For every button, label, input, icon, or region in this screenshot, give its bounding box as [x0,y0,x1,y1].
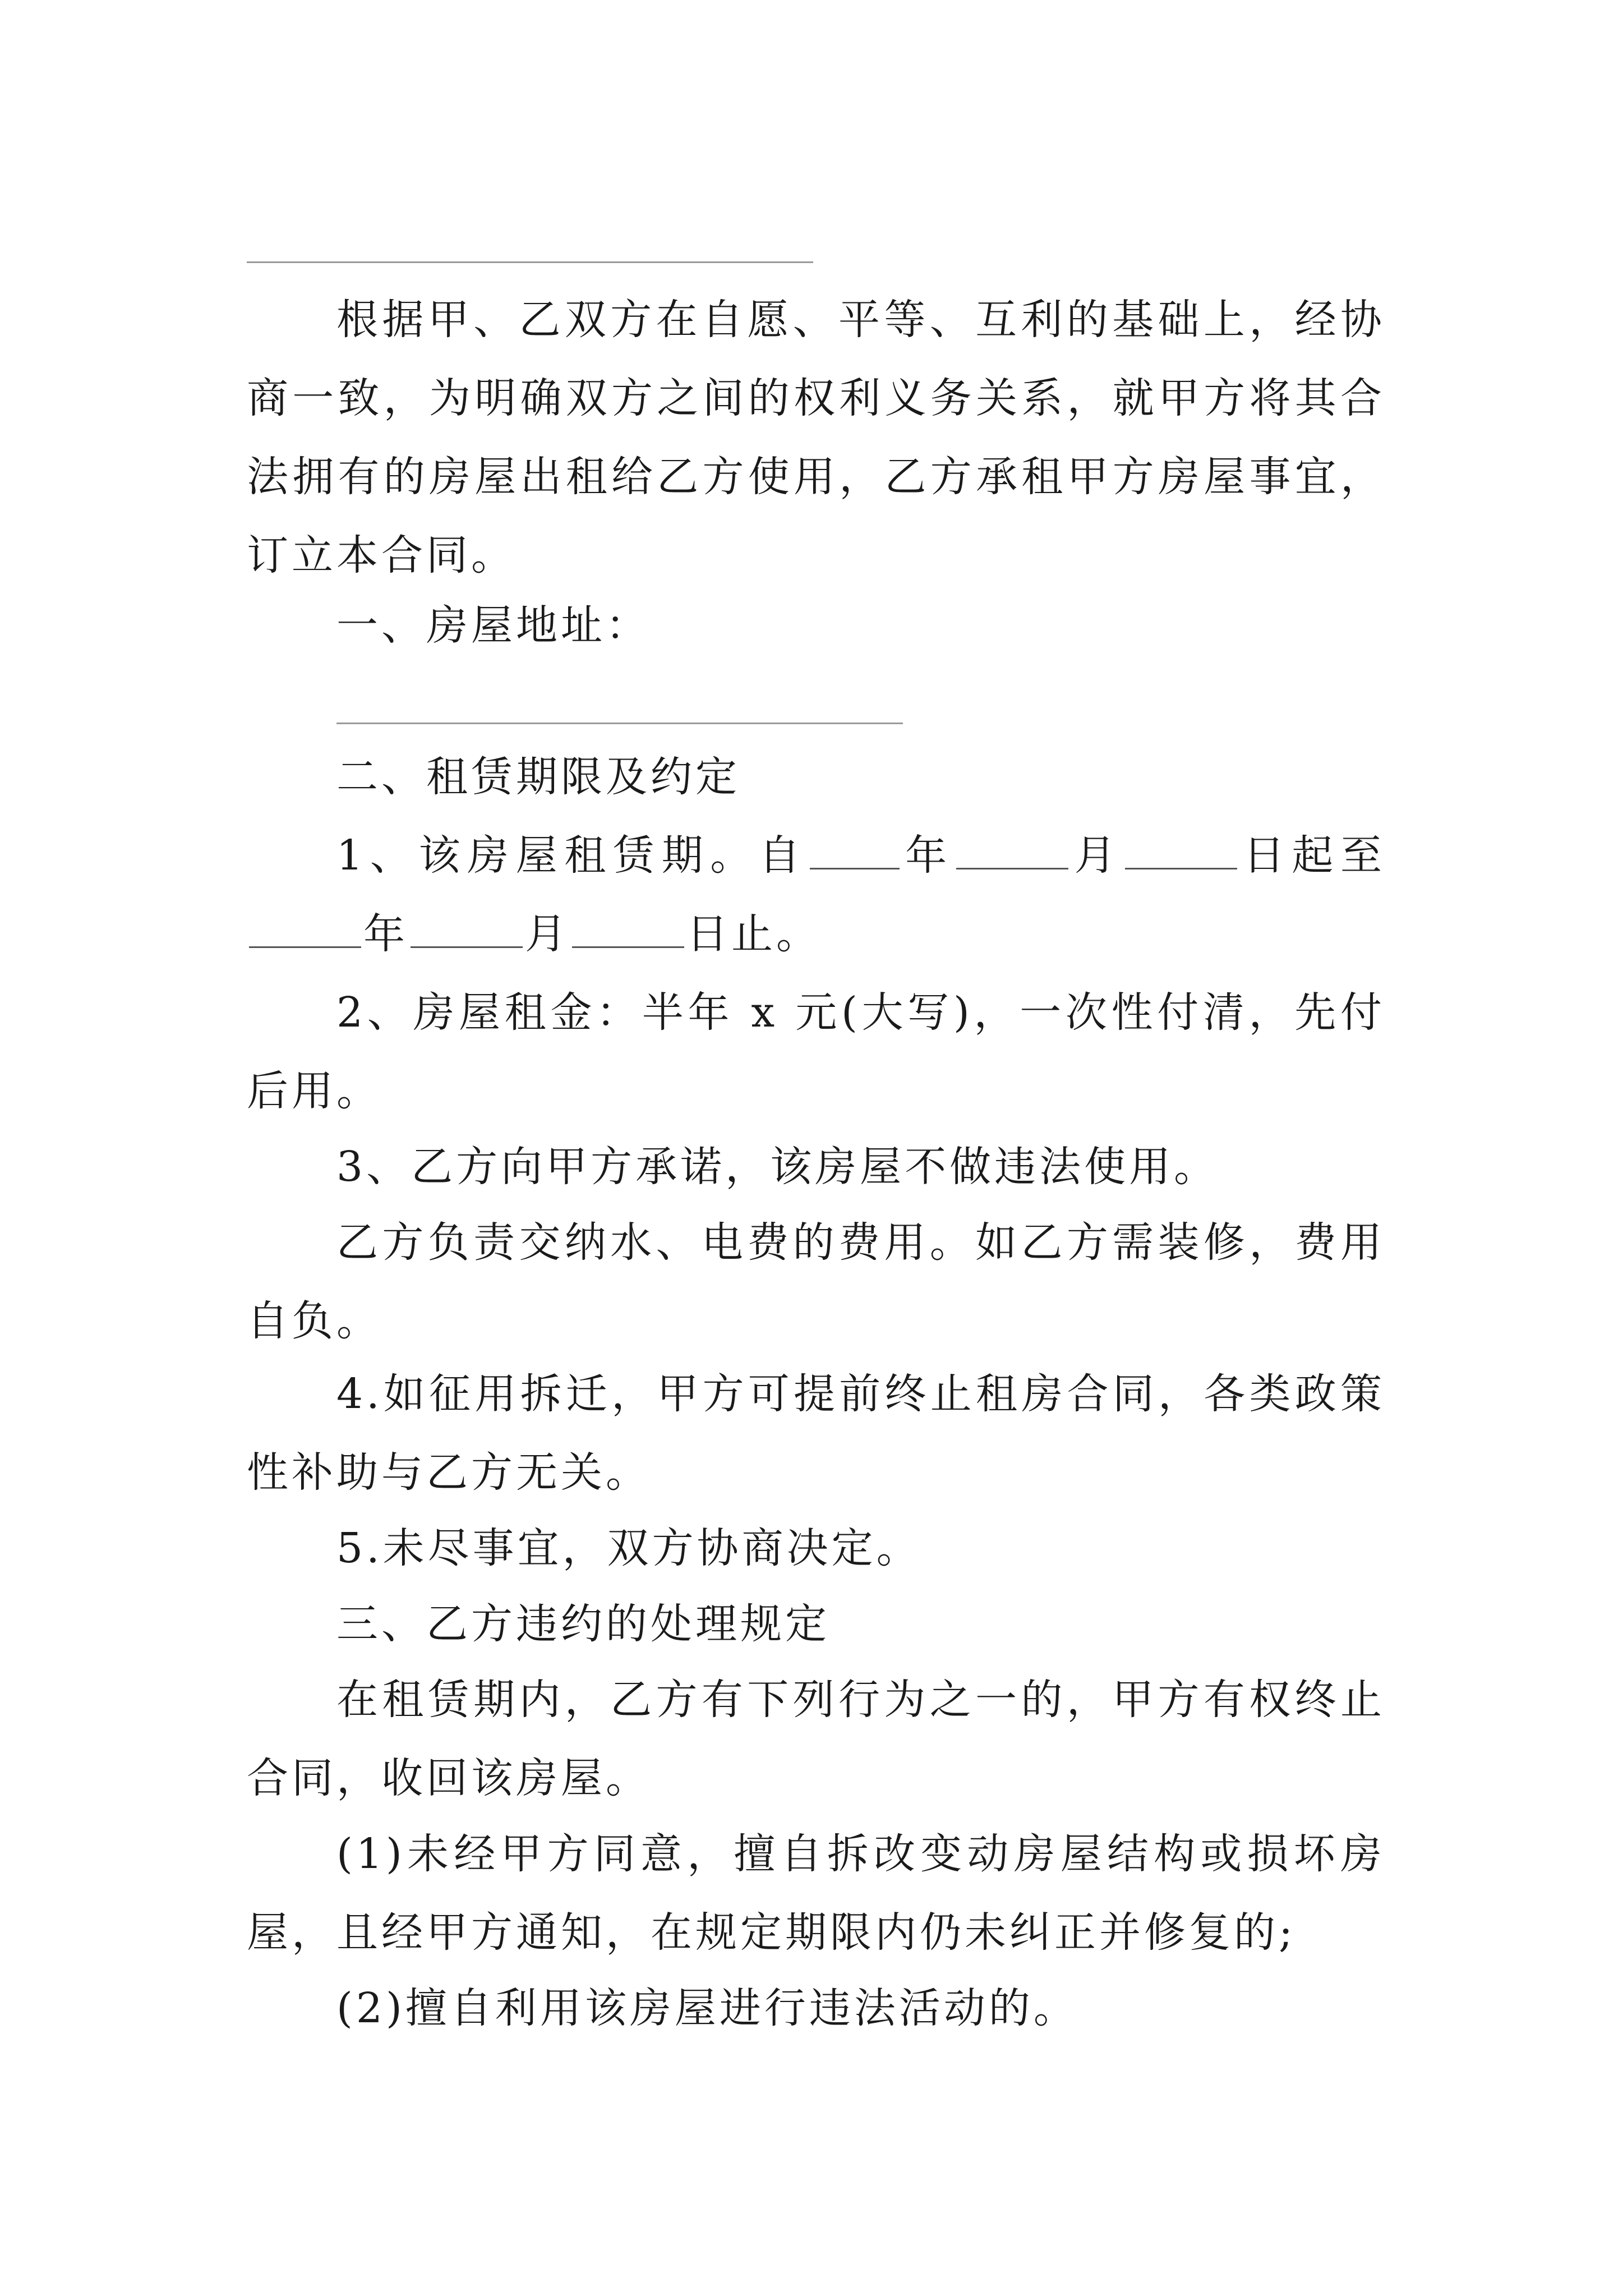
breach-intro: 在租赁期内，乙方有下列行为之一的，甲方有权终止合同，收回该房屋。 [247,1676,1385,1802]
end-year-blank [249,907,361,948]
clause-5: 5.未尽事宜，双方协商决定。 [336,1524,921,1572]
breach-item-1: (1)未经甲方同意，擅自拆改变动房屋结构或损坏房屋，且经甲方通知，在规定期限内仍未纠正并修复的; [247,1830,1385,1957]
section-1-title: 一、房屋地址： [336,601,651,650]
clause-3: 3、乙方向甲方承诺，该房屋不做违法使用。 [336,1143,1219,1191]
term-day-1: 日起至 [1239,831,1386,880]
section-2-title: 二、租赁期限及约定 [336,753,740,801]
start-month-blank [956,829,1068,869]
term-year-2: 年 [363,910,408,958]
term-day-2: 日止。 [686,910,821,958]
lease-term-paragraph [247,816,1385,973]
top-blank-line [247,261,813,263]
term-month-2: 月 [525,910,570,958]
term-month-1: 月 [1070,831,1123,880]
start-year-blank [810,829,900,869]
utilities-clause: 乙方负责交纳水、电费的费用。如乙方需装修，费用自负。 [247,1218,1385,1345]
term-prefix: 1、该房屋租赁期。自 [336,831,808,880]
clause-4: 4.如征用拆迁，甲方可提前终止租房合同，各类政策性补助与乙方无关。 [247,1370,1385,1497]
rent-clause: 2、房屋租金：半年 x 元(大写)，一次性付清，先付后用。 [247,988,1385,1115]
address-blank-line [336,723,903,724]
term-year-1: 年 [901,831,954,880]
start-day-blank [1125,829,1237,869]
breach-item-2: (2)擅自利用该房屋进行违法活动的。 [336,1984,1078,2032]
end-day-blank [572,907,684,948]
end-month-blank [411,907,523,948]
preamble-paragraph: 根据甲、乙双方在自愿、平等、互利的基础上，经协商一致，为明确双方之间的权利义务关系，就甲方将其合法拥有的房屋出租给乙方使用，乙方承租甲方房屋事宜，订立本合同。 [247,296,1385,579]
section-3-title: 三、乙方违约的处理规定 [336,1600,830,1648]
